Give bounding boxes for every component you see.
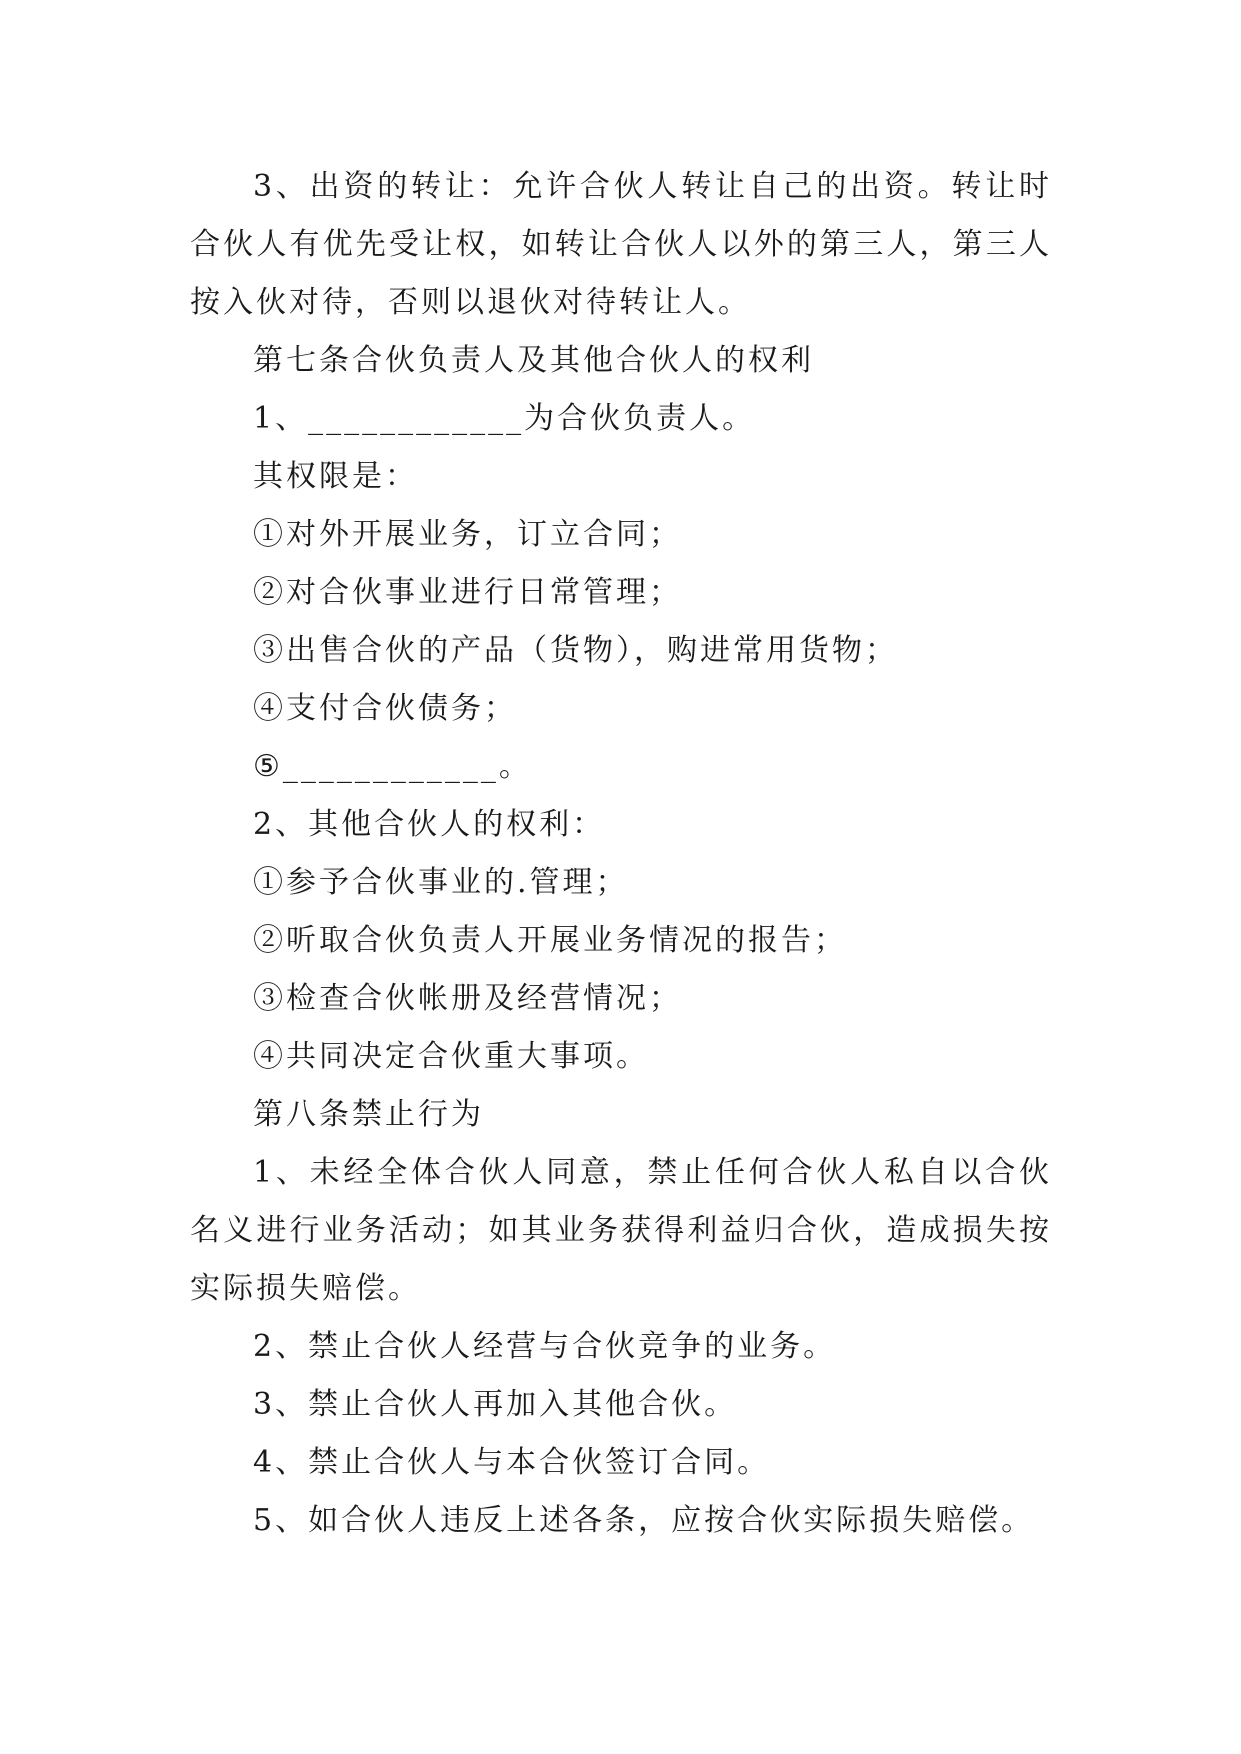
paragraph-other-partners-rights: 2、其他合伙人的权利： bbox=[253, 807, 606, 842]
article-8-heading: 第八条禁止行为 bbox=[253, 1097, 484, 1132]
paragraph-transfer-of-capital: 3、出资的转让：允许合伙人转让自己的出资。转让时合伙人有优先受让权，如转让合伙人以外的第三人，第三人按入伙对待，否则以退伙对待转让人。 bbox=[190, 169, 1052, 320]
list-item-authority-2: ②对合伙事业进行日常管理； bbox=[253, 575, 682, 610]
paragraph-prohibition-3: 3、禁止合伙人再加入其他合伙。 bbox=[253, 1387, 738, 1422]
list-item-rights-3: ③检查合伙帐册及经营情况； bbox=[253, 981, 682, 1016]
list-item-authority-3: ③出售合伙的产品（货物），购进常用货物； bbox=[253, 633, 898, 668]
list-item-authority-1: ①对外开展业务，订立合同； bbox=[253, 517, 682, 552]
list-item-authority-5: ⑤____________。 bbox=[253, 749, 532, 784]
paragraph-authority-intro: 其权限是： bbox=[253, 459, 418, 494]
article-7-heading: 第七条合伙负责人及其他合伙人的权利 bbox=[253, 343, 814, 378]
paragraph-prohibition-1: 1、未经全体合伙人同意，禁止任何合伙人私自以合伙名义进行业务活动；如其业务获得利益归合伙，造成损失按实际损失赔偿。 bbox=[190, 1155, 1052, 1306]
paragraph-responsible-partner: 1、____________为合伙负责人。 bbox=[253, 401, 756, 436]
list-item-rights-1: ①参予合伙事业的.管理； bbox=[253, 865, 629, 900]
list-item-authority-4: ④支付合伙债务； bbox=[253, 691, 517, 726]
list-item-rights-2: ②听取合伙负责人开展业务情况的报告； bbox=[253, 923, 847, 958]
paragraph-prohibition-4: 4、禁止合伙人与本合伙签订合同。 bbox=[253, 1445, 771, 1480]
paragraph-prohibition-5: 5、如合伙人违反上述各条，应按合伙实际损失赔偿。 bbox=[253, 1503, 1035, 1538]
document-page bbox=[190, 158, 1052, 1550]
list-item-rights-4: ④共同决定合伙重大事项。 bbox=[253, 1039, 649, 1074]
paragraph-prohibition-2: 2、禁止合伙人经营与合伙竞争的业务。 bbox=[253, 1329, 837, 1364]
